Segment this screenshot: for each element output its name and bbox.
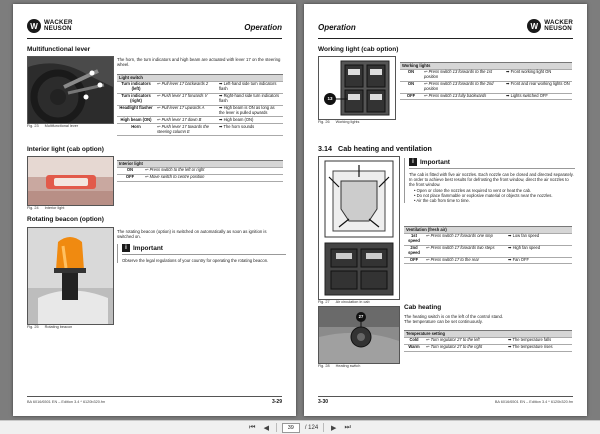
callout-number: 27 xyxy=(358,314,364,319)
beacon-intro-text: The rotating beacon (option) is switched on automatically as soon as ignition is switched on. xyxy=(117,229,267,240)
figure-caption: Fig. 25 Rotating beacon xyxy=(27,325,73,329)
total-pages-label: / 124 xyxy=(304,424,319,431)
brand-line1: WACKER xyxy=(44,18,73,26)
figure-caption: Fig. 24 Interior light xyxy=(27,206,65,210)
figure-caption: Fig. 26 Working lights xyxy=(318,120,360,124)
table-row: High beam (ON) ↩ Push lever 17 down B ➡ High beam (ON) xyxy=(117,117,283,124)
table-row: Turn indicators (right) ↩ Push lever 17 forwards V ➡ Right-hand side turn indicators flash xyxy=(117,93,283,105)
info-icon: i xyxy=(409,158,417,166)
table-row: Horn ↩ Push lever 17 towards the steering column E ➡ The horn sounds xyxy=(117,124,283,136)
table-row: ON ↩ Press switch 13 forwards to the 2nd position ➡ Front and rear working lights ON xyxy=(400,81,572,93)
page-navigation-toolbar xyxy=(0,420,600,434)
page-footer: 3-30 BA 6016/6501 EN – Edition 3.4 * 6120b320.fm xyxy=(304,396,587,410)
working-light-switch-photo xyxy=(318,56,396,120)
heating-intro-text-2: The temperature can be set continuously. xyxy=(404,319,483,325)
table-row: 1st speed ↩ Press switch 17 forwards one step ➡ Low fan speed xyxy=(404,233,572,245)
info-icon: i xyxy=(122,244,130,252)
page-number: 3-30 xyxy=(318,399,329,405)
cab-air-diagram xyxy=(318,156,400,300)
page-header xyxy=(304,4,587,38)
temperature-table: Temperature setting Cold ↩ Turn regulator 27 to the left ➡ The temperature falls Warm ↩ Turn regulator 27 to the right ➡ The temperature rises xyxy=(404,330,572,352)
header-title: Operation xyxy=(244,23,282,32)
header-rule xyxy=(318,38,573,39)
table-row: ON ↩ Press switch 13 forwards to the 1st position ➡ Front working light ON xyxy=(400,69,572,81)
working-lights-table: Working lights ON ↩ Press switch 13 forwards to the 1st position ➡ Front working light ON ON ↩ Press switch 13 forwards to the 2nd position ➡ Front and rear working lights ON OFF ↩ Press switch 13 fully backwards ➡ Lights switched OFF xyxy=(400,62,572,100)
section-title: Working light (cab option) xyxy=(318,46,399,53)
wacker-logo-icon: W xyxy=(527,19,541,33)
interior-light-table: Interior light ON ↩ Press switch to the left or right OFF ↩ Move switch to centre position xyxy=(117,160,283,182)
table-row: OFF ↩ Press switch 13 fully backwards ➡ Lights switched OFF xyxy=(400,93,572,100)
page-header xyxy=(13,4,296,38)
figure-caption: Fig. 28 Heating switch xyxy=(318,364,361,368)
lever-intro-text: The horn, the turn indicators and high beam are actuated with lever 17 on the steering wheel. xyxy=(117,57,281,68)
rotating-beacon-photo xyxy=(27,227,114,325)
switch-panel-icon xyxy=(319,57,395,119)
figure-caption: Fig. 23 Multifunctional lever xyxy=(27,124,79,128)
interior-lamp-icon xyxy=(28,157,113,205)
section-title: 3.14 Cab heating and ventilation xyxy=(318,144,432,153)
table-row: OFF ↩ Move switch to centre position xyxy=(117,174,283,181)
important-note: i Important The cab is fitted with five air nozzles. Each nozzle can be closed and directed separately. In order to achieve best results for defrosting the front window, direct the air nozzles to the front window. • Open or close the nozzles as required to vent or heat the cab. • Do not place flammable or explosive material or objects near the nozzles. • Air the cab from time to time. xyxy=(404,158,575,203)
callout-number: 13 xyxy=(327,96,333,101)
interior-light-photo xyxy=(27,156,114,206)
heating-switch-photo xyxy=(318,306,400,364)
section-title: Multifunctional lever xyxy=(27,46,91,53)
first-page-icon[interactable]: ⏮ xyxy=(249,423,256,431)
header-title: Operation xyxy=(318,23,356,32)
section-title: Interior light (cab option) xyxy=(27,146,104,153)
table-row: Cold ↩ Turn regulator 27 to the left ➡ The temperature falls xyxy=(404,337,572,344)
figure-caption: Fig. 27 Air circulation in cab xyxy=(318,300,370,304)
next-page-icon[interactable]: ▶ xyxy=(330,424,337,432)
left-page xyxy=(13,4,296,416)
table-row: Headlight flasher ↩ Pull lever 17 upwards A ➡ High beam is ON as long as the lever is pulled upwards xyxy=(117,105,283,117)
wacker-logo-icon: W xyxy=(27,19,41,33)
beacon-icon xyxy=(28,228,113,324)
light-switch-table: Light switch Turn indicators (left) ↩ Pull lever 17 backwards 2 ➡ Left-hand side turn indicators flash Turn indicators (right) ↩ Push lever 17 forwards V ➡ Right-hand side turn indicators flash Headlight flasher ↩ Pull lever 17 upwards A ➡ High beam is ON as long as the lever is pulled upwards High beam (ON) ↩ Push lever 17 down B ➡ High beam (ON) Horn ↩ Push lever 17 towards the steering column E ➡ The horn sounds xyxy=(117,74,283,136)
table-row: OFF ↩ Press switch 17 to the rear ➡ Fan OFF xyxy=(404,257,572,264)
page-footer: BA 6016/6501 EN – Edition 3.4 * 6120b320.fm 3-29 xyxy=(13,396,296,410)
cab-diagram-icon xyxy=(319,157,399,299)
last-page-icon[interactable]: ⏭ xyxy=(344,423,351,431)
important-note: i Important Observe the legal regulations of your country for operating the rotating beacon. xyxy=(117,244,286,263)
heating-intro-text: The heating switch is on the left of the control stand. xyxy=(404,314,504,319)
steering-wheel-icon xyxy=(28,57,113,123)
section-title: Rotating beacon (option) xyxy=(27,216,104,223)
current-page-input[interactable]: 39 xyxy=(282,423,300,433)
page-number: 3-29 xyxy=(271,399,282,405)
brand-line2: NEUSON xyxy=(44,25,72,32)
table-row: 2nd speed ↩ Press switch 17 forwards two steps ➡ High fan speed xyxy=(404,245,572,257)
multifunctional-lever-photo xyxy=(27,56,114,124)
brand-logo xyxy=(27,19,73,33)
prev-page-icon[interactable]: ◀ xyxy=(263,424,269,432)
section-title: Cab heating xyxy=(404,304,442,311)
table-row: ON ↩ Press switch to the left or right xyxy=(117,167,283,174)
header-rule xyxy=(27,38,282,39)
table-row: Warm ↩ Turn regulator 27 to the right ➡ The temperature rises xyxy=(404,344,572,351)
brand-logo: W WACKER NEUSON xyxy=(527,19,573,33)
table-row: Turn indicators (left) ↩ Pull lever 17 backwards 2 ➡ Left-hand side turn indicators flash xyxy=(117,81,283,93)
ventilation-table: Ventilation (fresh air) 1st speed ↩ Press switch 17 forwards one step ➡ Low fan speed 2nd speed ↩ Press switch 17 forwards two steps ➡ High fan speed OFF ↩ Press switch 17 to the rear ➡ Fan OFF xyxy=(404,226,572,264)
right-page xyxy=(304,4,587,416)
